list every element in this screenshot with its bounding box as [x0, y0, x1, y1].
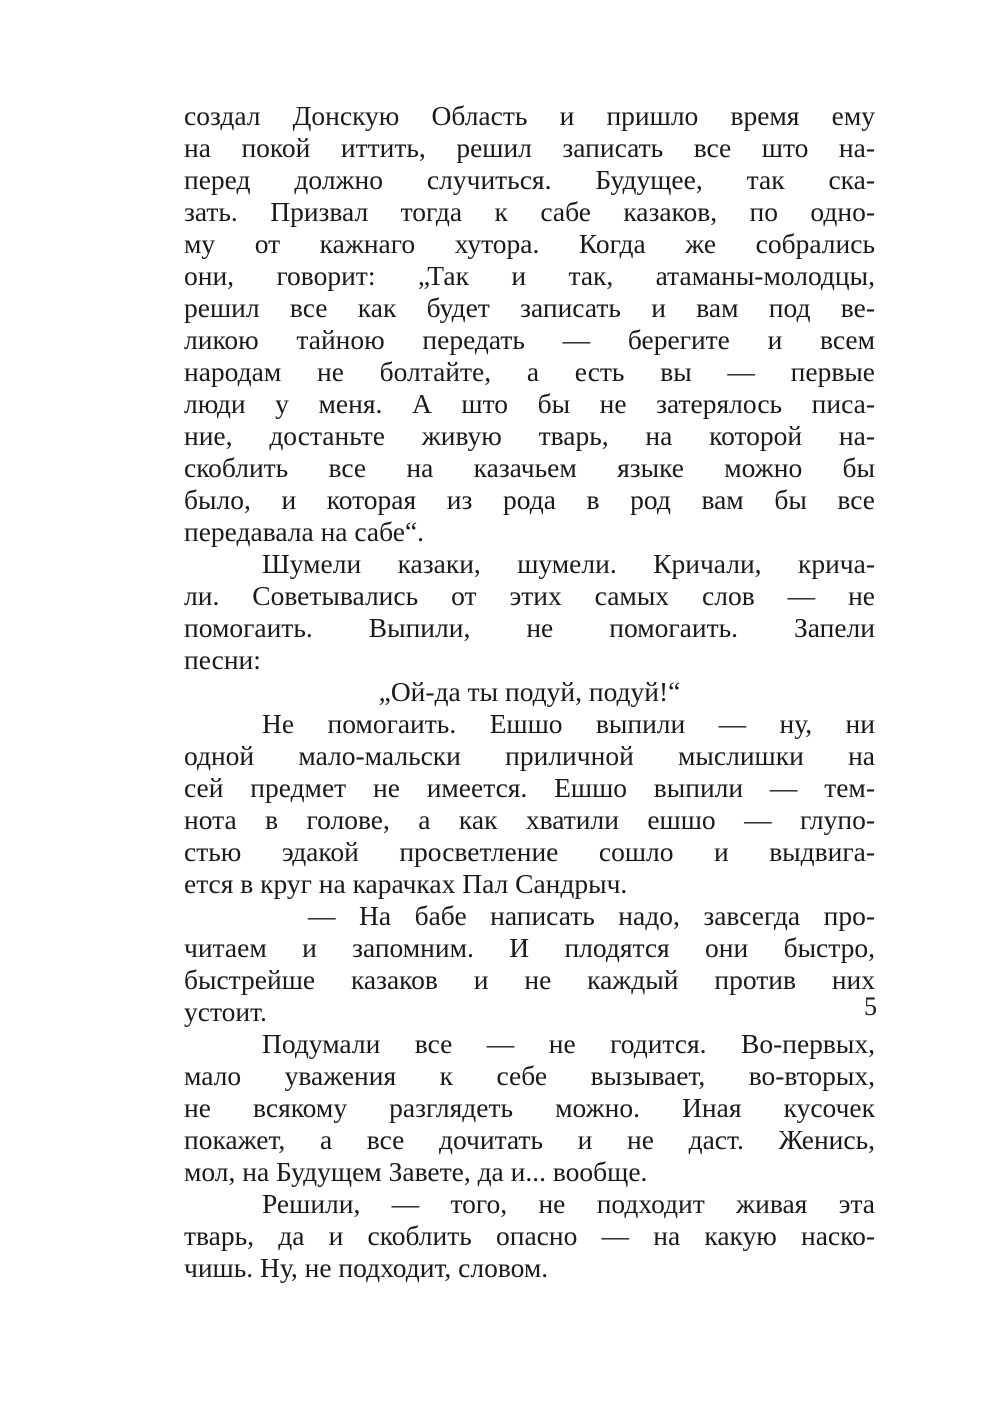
text-line: ние, достаньте живую тварь, на которой на- [184, 420, 875, 451]
text-line: не всякому разглядеть можно. Иная кусочек [184, 1092, 875, 1123]
text-line: стью эдакой просветление сошло и выдвига- [184, 836, 875, 867]
text-line: быстрейше казаков и не каждый против них [184, 964, 875, 995]
text-line: нота в голове, а как хватили ешшо — глупо- [184, 804, 875, 835]
text-line: ли. Советывались от этих самых слов — не [184, 580, 875, 611]
text-line: передавала на сабе“. [184, 516, 425, 547]
text-line: создал Донскую Область и пришло время ему [184, 100, 875, 131]
paragraph-start-line: Подумали все — не годится. Во-первых, [262, 1028, 875, 1059]
text-line: решил все как будет записать и вам под ве- [184, 292, 875, 323]
text-line: читаем и запомним. И плодятся они быстро, [184, 932, 875, 963]
text-line: люди у меня. А што бы не затерялось писа- [184, 388, 875, 419]
text-line: му от кажнаго хутора. Когда же собрались [184, 228, 875, 259]
text-line: помогаить. Выпили, не помогаить. Запели [184, 612, 875, 643]
text-line: мало уважения к себе вызывает, во-вторых, [184, 1060, 875, 1091]
page-number: 5 [864, 992, 877, 1021]
text-line: на покой иттить, решил записать все што на- [184, 132, 875, 163]
text-line: одной мало-мальски приличной мыслишки на [184, 740, 875, 771]
text-line: песни: [184, 644, 261, 675]
paragraph-start-line: Шумели казаки, шумели. Кричали, крича- [262, 548, 875, 579]
text-line: зать. Призвал тогда к сабе казаков, по одно- [184, 196, 875, 227]
text-line: скоблить все на казачьем языке можно бы [184, 452, 875, 483]
text-line: ликою тайною передать — берегите и всем [184, 324, 875, 355]
text-line: перед должно случиться. Будущее, так ска- [184, 164, 875, 195]
song-quote-line: „Ой-да ты подуй, подуй!“ [378, 676, 681, 707]
text-line: народам не болтайте, а есть вы — первые [184, 356, 875, 387]
page-body-text [184, 100, 875, 1284]
text-line: устоит. [184, 996, 267, 1027]
text-line: сей предмет не имеется. Ешшо выпили — тем- [184, 772, 875, 803]
text-line: мол, на Будущем Завете, да и... вообще. [184, 1156, 648, 1187]
text-line: они, говорит: „Так и так, атаманы-молодцы, [184, 260, 875, 291]
paragraph-start-line: Решили, — того, не подходит живая эта [262, 1188, 875, 1219]
text-line: ется в круг на карачках Пал Сандрыч. [184, 868, 628, 899]
text-line: покажет, а все дочитать и не даст. Женись, [184, 1124, 875, 1155]
text-line: чишь. Ну, не подходит, словом. [184, 1252, 549, 1283]
dialogue-start-line: — На бабе написать надо, завсегда про- [308, 900, 875, 931]
text-line: тварь, да и скоблить опасно — на какую наско- [184, 1220, 875, 1251]
paragraph-start-line: Не помогаить. Ешшо выпили — ну, ни [262, 708, 875, 739]
text-line: было, и которая из рода в род вам бы все [184, 484, 875, 515]
